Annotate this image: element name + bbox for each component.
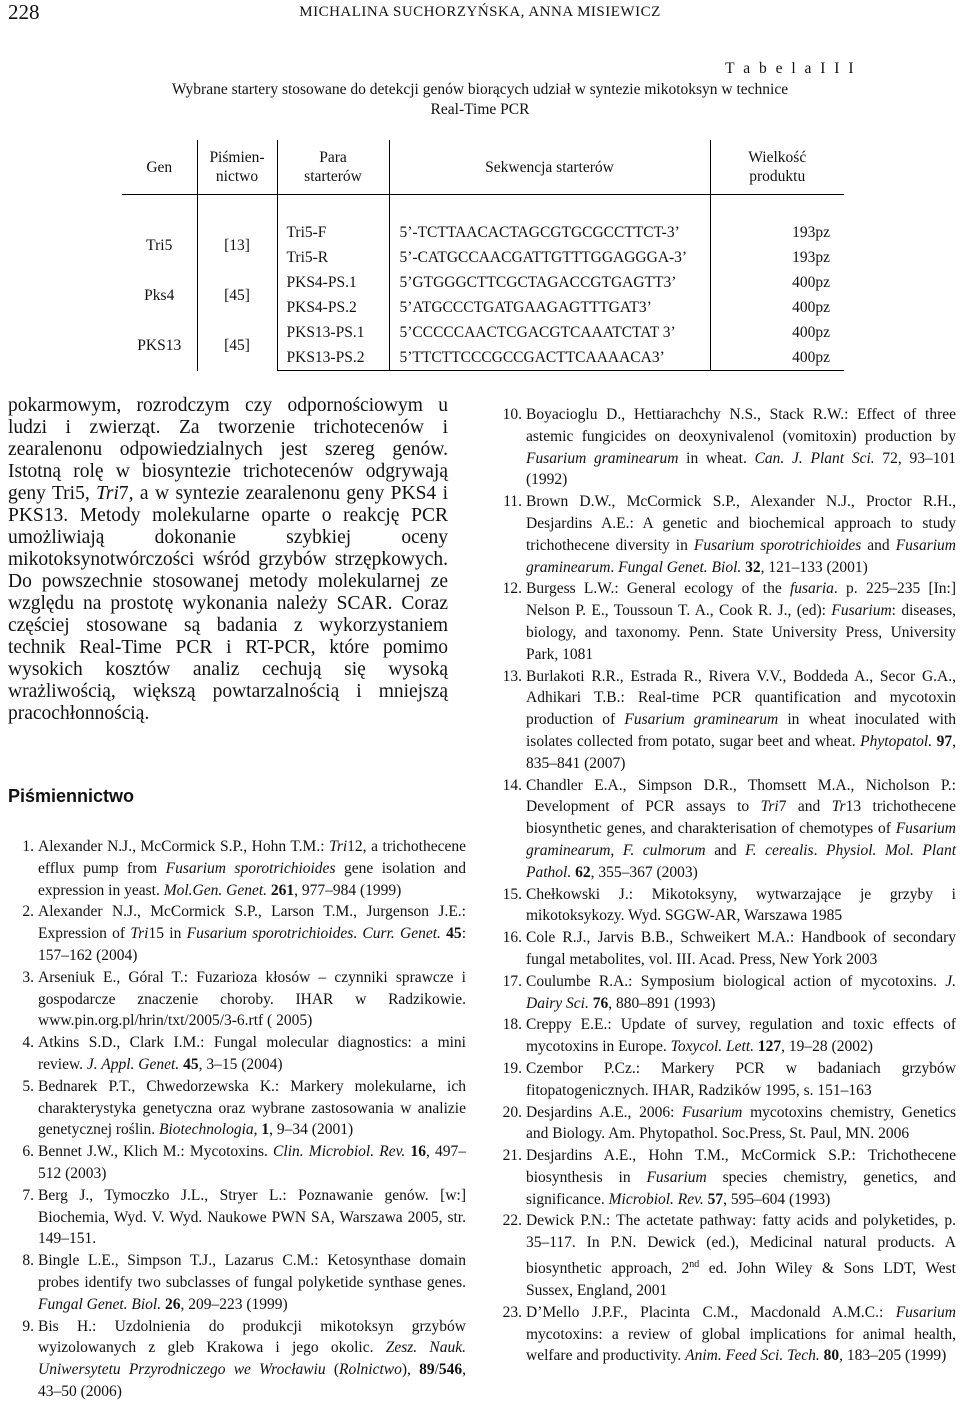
reference-item: 12. Burgess L.W.: General ecology of the fusaria. p. 225–235 [In:] Nelson P. E., Toussoun T. A., Cook R. J., (ed): Fusarium: diseases, biology, and taxonomy. Penn. State University Press, University Park, 1081 [502,580,956,663]
table-caption [0,80,960,120]
reference-item: 16. Cole R.J., Jarvis B.B., Schweikert M.A.: Handbook of secondary fungal metabolites, vol. III. Acad. Press, New York 2003 [502,929,956,968]
header-product-size: Wielkość produktu [710,140,844,195]
reference-item: 15. Chełkowski J.: Mikotoksyny, wytwarzające je grzyby i mikotoksykozy. Wyd. SGGW-AR, Warszawa 1985 [502,885,956,925]
header-primer-pair: Para starterów [277,140,389,195]
ref-cell: [45] [197,270,277,320]
table-row [122,270,844,295]
reference-item: 5. Bednarek P.T., Chwedorzewska K.: Markery molekularne, ich charakterystyka genetyczna oraz wybrane zastosowania w analizie genetycznej roślin. Biotechnologia, 1, 9–34 (2001) [22,1077,466,1139]
sequence-cell: 5’-TCTTAACACTAGCGTGCGCCTTCT-3’ [389,220,710,245]
size-cell: 400pz [710,345,844,371]
sequence-cell: 5’TTCTTCCCGCCGACTTCAAAACA3’ [389,345,710,371]
references-list-left [8,836,466,1403]
reference-item: 1. Alexander N.J., McCormick S.P., Hohn T.M.: Tri12, a trichothecene efflux pump from Fusarium sporotrichioides gene isolation and expression in yeast. Mol.Gen. Genet. 261, 977–984 (1999) [22,838,466,899]
sequence-cell: 5’ATGCCCTGATGAAGAGTTTGAT3’ [389,295,710,320]
table-label: T a b e l a I I I [725,60,856,77]
reference-item: 22. Dewick P.N.: The actetate pathway: fatty acids and polyketides, p. 35–117. In P.N. Dewick (ed.), Medicinal natural products. A biosynthetic approach, 2nd ed. John Wiley & Sons LDT, West Sussex, England, 2001 [502,1212,956,1300]
reference-item: 20. Desjardins A.E., 2006: Fusarium mycotoxins chemistry, Genetics and Biology. Am. Phytopathol. Soc.Press, St. Paul, MN. 2006 [502,1103,956,1143]
primer-cell: PKS13-PS.1 [277,320,389,345]
gene-cell: Tri5 [122,220,197,270]
reference-item: 14. Chandler E.A., Simpson D.R., Thomsett M.A., Nicholson P.: Development of PCR assays to Tri7 and Tr13 trichothecene biosynthetic genes, and charakterisation of chemotypes of Fusarium graminearum, F. culmorum and F. cerealis. Physiol. Mol. Plant Pathol. 62, 355–367 (2003) [502,776,956,881]
reference-item: 18. Creppy E.E.: Update of survey, regulation and toxic effects of mycotoxins in Europe. Toxycol. Lett. 127, 19–28 (2002) [502,1016,956,1056]
sequence-cell: 5’-CATGCCAACGATTGTTTGGAGGGA-3’ [389,245,710,270]
reference-item: 7. Berg J., Tymoczko J.L., Stryer L.: Poznawanie genów. [w:] Biochemia, Wyd. V. Wyd. Naukowe PWN SA, Warszawa 2005, str. 149–151. [22,1186,466,1248]
reference-item: 2. Alexander N.J., McCormick S.P., Larson T.M., Jurgenson J.E.: Expression of Tri15 in Fusarium sporotrichioides. Curr. Genet. 45: 157–162 (2004) [22,903,466,964]
reference-item: 17. Coulumbe R.A.: Symposium biological action of mycotoxins. J. Dairy Sci. 76, 880–891 (1993) [502,972,956,1012]
table-caption-line: Real-Time PCR [430,101,530,118]
references-list-right [496,404,956,1367]
reference-item: 23. D’Mello J.P.F., Placinta C.M., Macdonald A.M.C.: Fusarium mycotoxins: a review of global implications for animal health, welfare and productivity. Anim. Feed Sci. Tech. 80, 183–205 (1999) [502,1303,956,1365]
table-header-row [122,140,844,195]
reference-item: 11. Brown D.W., McCormick S.P., Alexander N.J., Proctor R.H., Desjardins A.E.: A genetic and biochemical approach to study trichothecene diversity in Fusarium sporotrichioides and Fusarium graminearum. Fungal Genet. Biol. 32, 121–133 (2001) [503,493,956,576]
reference-item: 13. Burlakoti R.R., Estrada R., Rivera V.V., Boddeda A., Secor G.A., Adhikari T.B.: Real-time PCR quantification and mycotoxin production of Fusarium graminearum in wheat inoculated with isolates collected from potato, sugar beet and wheat. Phytopatol. 97, 835–841 (2007) [502,667,956,772]
primer-cell: Tri5-R [277,245,389,270]
primer-table [122,140,844,371]
sequence-cell: 5’GTGGGCTTCGCTAGACCGTGAGTT3’ [389,270,710,295]
reference-item: 9. Bis H.: Uzdolnienia do produkcji mikotoksyn grzybów wyizolowanych z gleb Krakowa i jego okolic. Zesz. Nauk. Uniwersytetu Przyrodniczego we Wrocławiu (Rolnictwo), 89/546, 43–50 (2006) [22,1317,466,1400]
primer-cell: PKS4-PS.2 [277,295,389,320]
header-sequence: Sekwencja starterów [389,140,710,195]
header-gene: Gen [122,140,197,195]
size-cell: 400pz [792,299,830,316]
page-number: 228 [8,0,40,24]
references-heading: Piśmiennictwo [8,786,135,806]
table-caption-line: Wybrane startery stosowane do detekcji genów biorących udział w syntezie mikotoksyn w technice [171,81,789,98]
sequence-cell: 5’CCCCCAACTCGACGTCAAATCTAT 3’ [389,320,710,345]
reference-item: 6. Bennet J.W., Klich M.: Mycotoxins. Clin. Microbiol. Rev. 16, 497–512 (2003) [22,1143,466,1182]
reference-item: 3. Arseniuk E., Góral T.: Fuzarioza kłosów – czynniki sprawcze i gospodarcze znaczenie choroby. IHAR w Radzikowie. www.pin.org.pl/hrin/txt/2005/3-6.rtf ( 2005) [22,968,466,1030]
size-cell: 400pz [792,324,830,341]
ref-cell: [13] [197,220,277,270]
body-paragraph: pokarmowym, rozrodczym czy odpornościowym u ludzi i zwierząt. Za tworzenie trichotecenów i zearalenonu odpowiedzialnych jest szereg genów. Istotną rolę w biosyntezie trichotecenów odgrywają geny Tri5, Tri7, a w syntezie zearalenonu geny PKS4 i PKS13. Metody molekularne oparte o reakcję PCR umożliwiają dokonanie szybkiej oceny mikotoksynotwórczości wśród grzybów strzępkowych. Do powszechnie stosowanej metody molekularnej ze względu na prostotę wykonania należy SCAR. Coraz częściej stosowane są badania z wykorzystaniem technik Real-Time PCR i RT-PCR, które pomimo wysokich kosztów analiz cechują się wysoką wrażliwością, większą powtarzalnością i mniejszą pracochłonnością. [8,395,448,724]
primer-cell: PKS13-PS.2 [277,345,389,371]
ref-cell: [45] [197,320,277,371]
gene-cell: PKS13 [122,320,197,371]
primer-cell: Tri5-F [277,220,389,245]
reference-item: 4. Atkins S.D., Clark I.M.: Fungal molecular diagnostics: a mini review. J. Appl. Genet. 45, 3–15 (2004) [22,1034,466,1073]
body-text [8,395,448,725]
size-cell: 193pz [792,249,830,266]
reference-item: 19. Czembor P.Cz.: Markery PCR w badaniach grzybów fitopatogenicznych. IHAR, Radzików 1995, s. 151–163 [502,1059,956,1099]
table-row [122,320,844,345]
reference-item: 10. Boyacioglu D., Hettiarachchy N.S., Stack R.W.: Effect of three astemic fungicides on deoxynivalenol (vomitoxin) production by Fusarium graminearum in wheat. Can. J. Plant Sci. 72, 93–101 (1992) [502,406,956,489]
header-literature: Piśmien- nictwo [197,140,277,195]
gene-cell: Pks4 [122,270,197,320]
running-head: MICHALINA SUCHORZYŃSKA, ANNA MISIEWICZ [299,4,661,20]
size-cell: 193pz [792,224,830,241]
reference-item: 8. Bingle L.E., Simpson T.J., Lazarus C.M.: Ketosynthase domain probes identify two subclasses of fungal polyketide synthase genes. Fungal Genet. Biol. 26, 209–223 (1999) [22,1252,466,1313]
table-row [122,220,844,245]
reference-item: 21. Desjardins A.E., Hohn T.M., McCormick S.P.: Trichothecene biosynthesis in Fusarium species chemistry, genetics, and significance. Microbiol. Rev. 57, 595–604 (1993) [502,1147,956,1208]
primer-cell: PKS4-PS.1 [277,270,389,295]
size-cell: 400pz [792,274,830,291]
